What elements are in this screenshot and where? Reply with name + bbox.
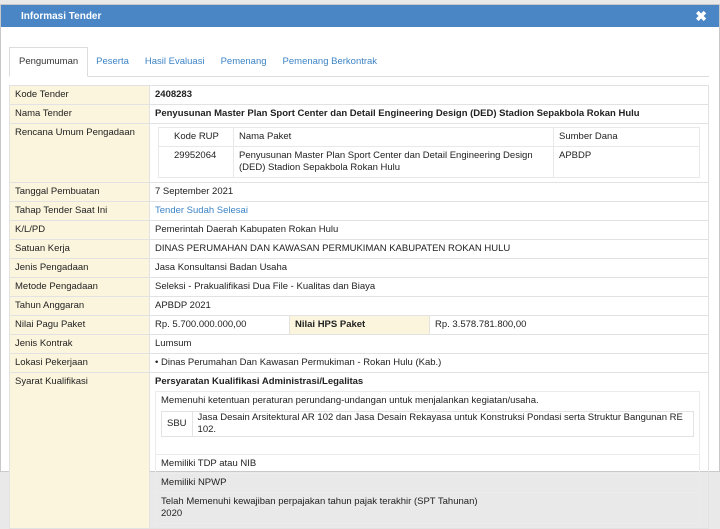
rup-sumber: APBDP xyxy=(554,147,700,178)
label-nama-tender: Nama Tender xyxy=(10,105,150,124)
tab-pemenang-berkontrak[interactable]: Pemenang Berkontrak xyxy=(282,56,378,67)
value-tanggal: 7 September 2021 xyxy=(150,183,709,202)
label-hps: Nilai HPS Paket xyxy=(290,316,430,335)
tab-hasil-evaluasi[interactable]: Hasil Evaluasi xyxy=(144,56,205,67)
value-lokasi: Dinas Perumahan Dan Kawasan Permukiman - Rokan Hulu (Kab.) xyxy=(160,357,442,368)
tender-detail-table xyxy=(9,85,709,529)
tab-pemenang[interactable]: Pemenang xyxy=(220,56,267,67)
bullet-icon: • xyxy=(155,357,159,368)
syarat-item xyxy=(155,391,700,455)
rup-nama: Penyusunan Master Plan Sport Center dan Detail Engineering Design (DED) Stadion Sepakbola Rokan Hulu xyxy=(234,147,554,178)
row-kontrak xyxy=(10,335,709,354)
rup-table xyxy=(158,127,700,178)
value-metode: Seleksi - Prakualifikasi Dua File - Kualitas dan Biaya xyxy=(150,278,709,297)
syarat-item-text: Memenuhi ketentuan peraturan perundang-undangan untuk menjalankan kegiatan/usaha. xyxy=(161,395,539,406)
label-metode: Metode Pengadaan xyxy=(10,278,150,297)
rup-header-nama: Nama Paket xyxy=(234,128,554,147)
modal-header xyxy=(1,5,719,27)
label-syarat: Syarat Kualifikasi xyxy=(10,373,150,529)
rup-kode: 29952064 xyxy=(159,147,234,178)
row-tahap xyxy=(10,202,709,221)
row-syarat xyxy=(10,373,709,529)
row-jenis-pengadaan xyxy=(10,259,709,278)
value-hps: Rp. 3.578.781.800,00 xyxy=(430,316,709,335)
row-tahun xyxy=(10,297,709,316)
label-tahap: Tahap Tender Saat Ini xyxy=(10,202,150,221)
row-pagu-hps xyxy=(10,316,709,335)
syarat-item-npwp: Memiliki NPWP xyxy=(155,473,700,493)
label-klpd: K/L/PD xyxy=(10,221,150,240)
sbu-value: Jasa Desain Arsitektural AR 102 dan Jasa Desain Rekayasa untuk Konstruksi Pondasi serta Struktur Bangunan RE 102. xyxy=(197,412,683,435)
row-rup xyxy=(10,124,709,183)
row-tanggal xyxy=(10,183,709,202)
tab-pengumuman[interactable]: Pengumuman xyxy=(9,47,88,77)
label-pagu: Nilai Pagu Paket xyxy=(10,316,150,335)
syarat-item-spt-year: 2020 xyxy=(161,508,183,519)
row-satker xyxy=(10,240,709,259)
row-metode xyxy=(10,278,709,297)
row-lokasi xyxy=(10,354,709,373)
value-nama-tender: Penyusunan Master Plan Sport Center dan Detail Engineering Design (DED) Stadion Sepakbola Rokan Hulu xyxy=(150,105,709,124)
sbu-label: SBU xyxy=(162,412,193,436)
label-kontrak: Jenis Kontrak xyxy=(10,335,150,354)
syarat-item-spt xyxy=(155,492,700,524)
close-icon[interactable]: ✖ xyxy=(695,8,707,24)
value-kode-tender: 2408283 xyxy=(150,86,709,105)
label-tanggal: Tanggal Pembuatan xyxy=(10,183,150,202)
tender-info-modal xyxy=(0,4,720,519)
row-kode-tender xyxy=(10,86,709,105)
rup-row xyxy=(159,147,700,178)
label-kode-tender: Kode Tender xyxy=(10,86,150,105)
label-satker: Satuan Kerja xyxy=(10,240,150,259)
value-klpd: Pemerintah Daerah Kabupaten Rokan Hulu xyxy=(150,221,709,240)
tab-bar xyxy=(9,47,709,77)
tab-peserta[interactable]: Peserta xyxy=(96,56,129,67)
value-jenis-pengadaan: Jasa Konsultansi Badan Usaha xyxy=(150,259,709,278)
label-jenis-pengadaan: Jenis Pengadaan xyxy=(10,259,150,278)
rup-header-sumber: Sumber Dana xyxy=(554,128,700,147)
syarat-heading: Persyaratan Kualifikasi Administrasi/Legalitas xyxy=(155,376,364,387)
label-rup: Rencana Umum Pengadaan xyxy=(10,124,150,183)
row-klpd xyxy=(10,221,709,240)
value-kontrak: Lumsum xyxy=(150,335,709,354)
value-tahun: APBDP 2021 xyxy=(150,297,709,316)
label-tahun: Tahun Anggaran xyxy=(10,297,150,316)
modal-title: Informasi Tender xyxy=(21,10,102,22)
syarat-item-spt-text: Telah Memenuhi kewajiban perpajakan tahun pajak terakhir (SPT Tahunan) xyxy=(161,496,478,507)
sbu-box xyxy=(161,411,694,437)
tahap-link[interactable]: Tender Sudah Selesai xyxy=(155,205,248,216)
value-pagu: Rp. 5.700.000.000,00 xyxy=(150,316,290,335)
syarat-item-tdp: Memiliki TDP atau NIB xyxy=(155,454,700,474)
label-lokasi: Lokasi Pekerjaan xyxy=(10,354,150,373)
rup-header-kode: Kode RUP xyxy=(159,128,234,147)
row-nama-tender xyxy=(10,105,709,124)
value-satker: DINAS PERUMAHAN DAN KAWASAN PERMUKIMAN KABUPATEN ROKAN HULU xyxy=(150,240,709,259)
